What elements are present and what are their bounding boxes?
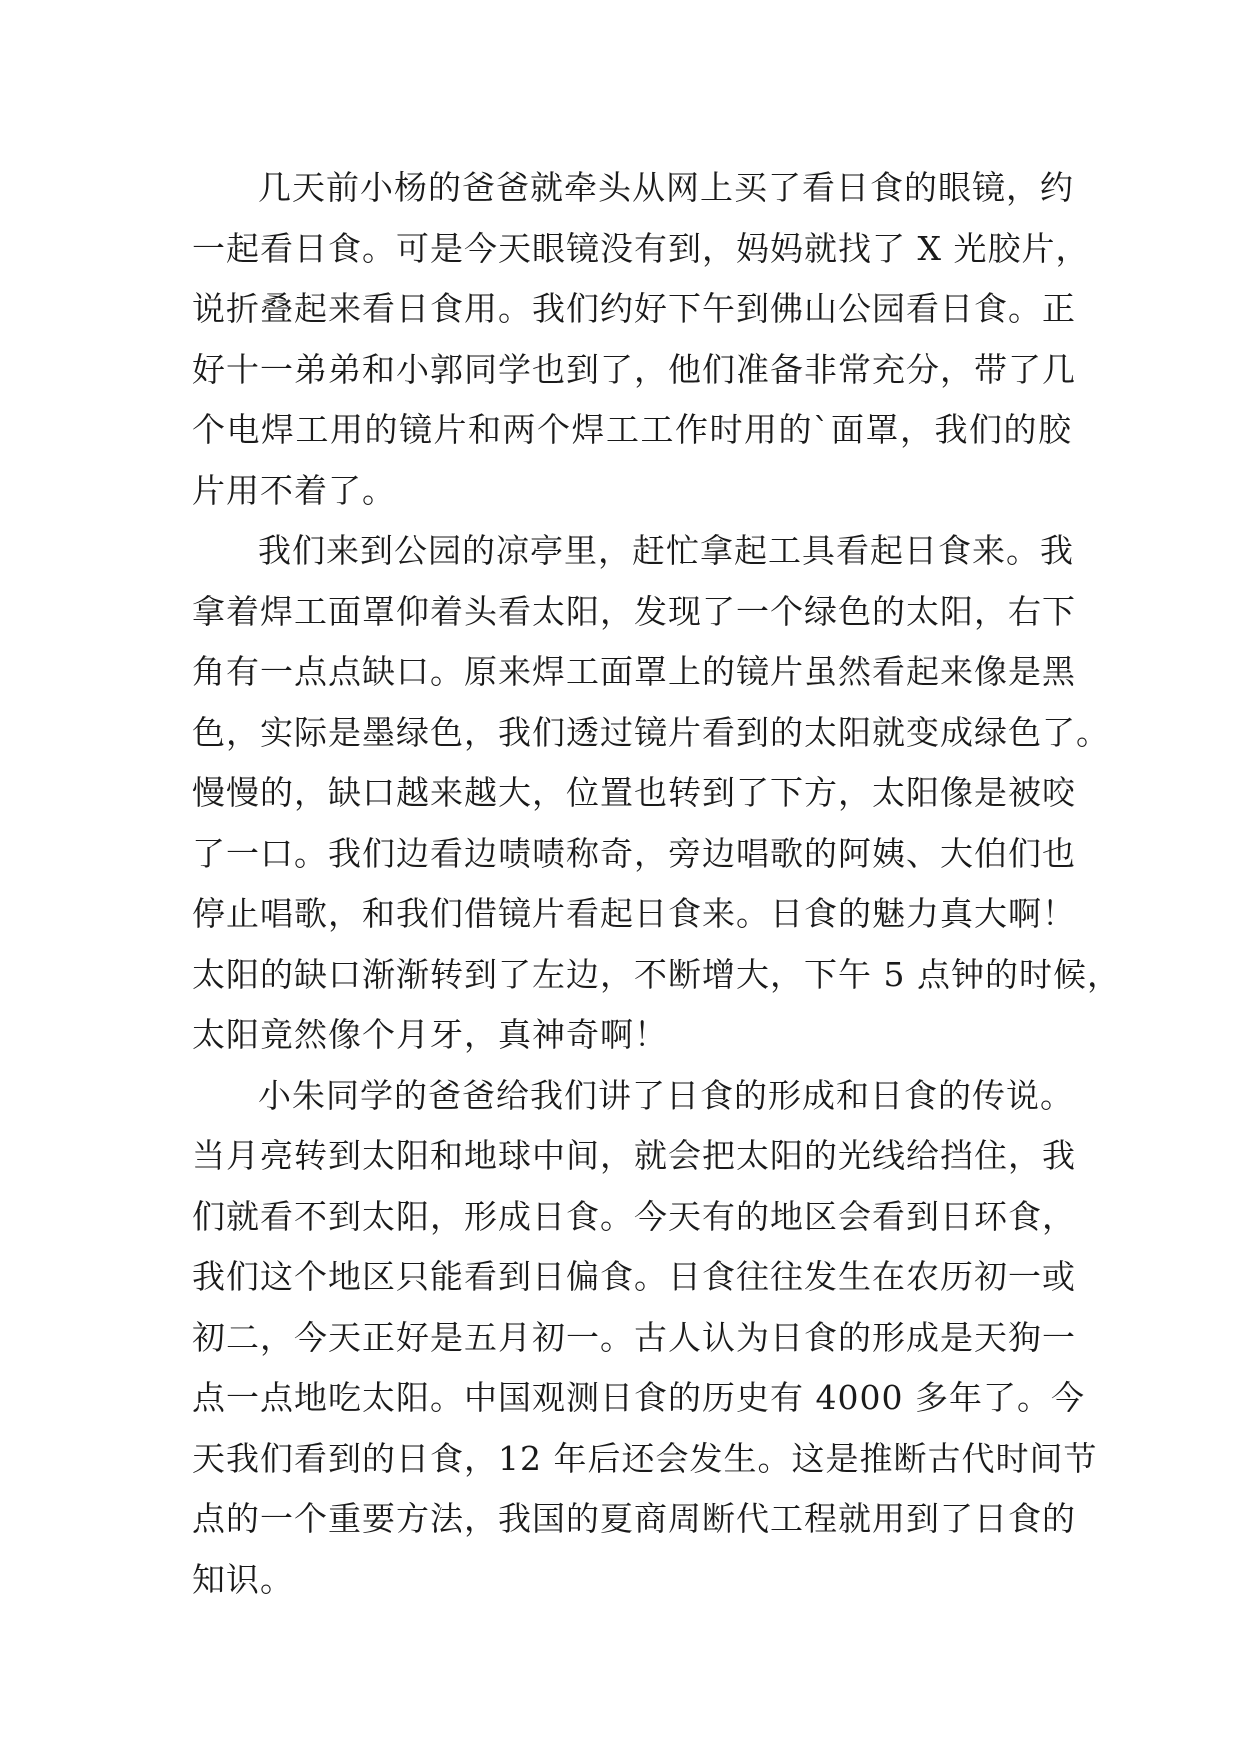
text-line: 好十一弟弟和小郭同学也到了，他们准备非常充分，带了几 [192,349,1076,389]
text-line: 了一口。我们边看边啧啧称奇，旁边唱歌的阿姨、大伯们也 [192,833,1076,873]
text-line: 初二，今天正好是五月初一。古人认为日食的形成是天狗一 [192,1317,1076,1357]
text-line: 角有一点点缺口。原来焊工面罩上的镜片虽然看起来像是黑 [192,652,1076,691]
paragraph-2 [192,521,1121,1066]
text-line: 个电焊工用的镜片和两个焊工工作时用的`面罩，我们的胶 [192,410,1072,449]
paragraph-1 [192,158,1090,521]
paragraph-3 [192,1066,1098,1611]
text-line: 点的一个重要方法，我国的夏商周断代工程就用到了日食的 [192,1499,1076,1538]
text-line: 天我们看到的日食，12 年后还会发生。这是推断古代时间节 [192,1438,1098,1478]
text-line: 小朱同学的爸爸给我们讲了日食的形成和日食的传说。 [258,1075,1074,1115]
text-line: 停止唱歌，和我们借镜片看起日食来。日食的魅力真大啊！ [192,894,1076,933]
text-line: 知识。 [192,1559,294,1599]
text-line: 片用不着了。 [192,470,396,510]
text-line: 说折叠起来看日食用。我们约好下午到佛山公园看日食。正 [192,289,1076,328]
text-line: 慢慢的，缺口越来越大，位置也转到了下方，太阳像是被咬 [192,773,1076,812]
text-line: 点一点地吃太阳。中国观测日食的历史有 4000 多年了。今 [192,1378,1085,1417]
text-line: 我们这个地区只能看到日偏食。日食往往发生在农历初一或 [192,1257,1076,1296]
text-line: 太阳竟然像个月牙，真神奇啊！ [192,1015,668,1054]
text-line: 拿着焊工面罩仰着头看太阳，发现了一个绿色的太阳，右下 [192,591,1076,631]
text-line: 几天前小杨的爸爸就牵头从网上买了看日食的眼镜，约 [258,168,1074,207]
text-line: 们就看不到太阳，形成日食。今天有的地区会看到日环食， [192,1196,1076,1236]
text-line: 一起看日食。可是今天眼镜没有到，妈妈就找了 X 光胶片， [192,228,1090,268]
text-line: 太阳的缺口渐渐转到了左边，不断增大，下午 5 点钟的时候， [192,954,1121,994]
text-line: 色，实际是墨绿色，我们透过镜片看到的太阳就变成绿色了。 [192,712,1110,752]
article-body [192,158,1121,1610]
text-line: 当月亮转到太阳和地球中间，就会把太阳的光线给挡住，我 [192,1136,1076,1175]
text-line: 我们来到公园的凉亭里，赶忙拿起工具看起日食来。我 [258,531,1074,570]
